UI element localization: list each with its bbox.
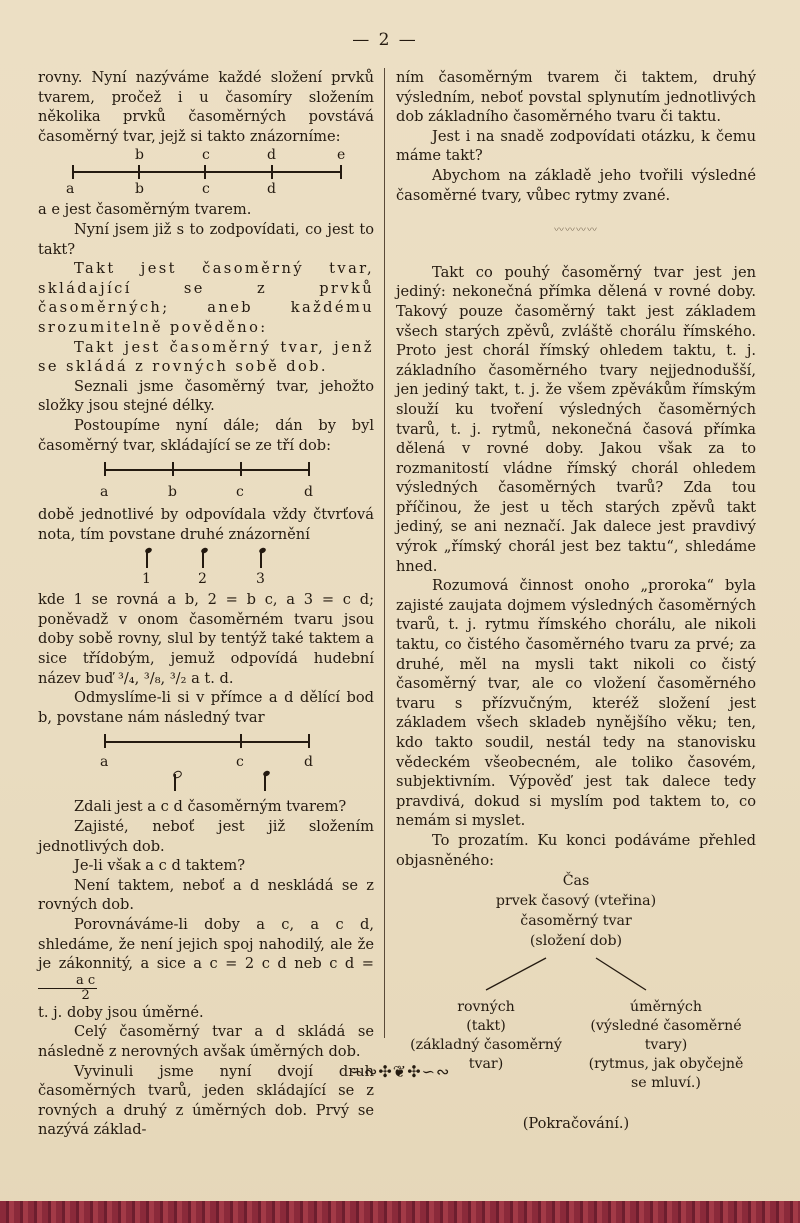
paragraph: Postoupíme nyní dále; dán by byl časoměrný tvar, skládající se ze tří dob:	[38, 416, 374, 454]
paragraph: Abychom na základě jeho tvořili výsledné časoměrné tvary, vůbec rytmy zvané.	[396, 166, 756, 204]
wave-separator: 〰〰〰〰	[554, 225, 598, 237]
diag-label: b	[135, 147, 144, 164]
tree-level-4: (složení dob)	[529, 933, 623, 950]
quarter-note-icon	[198, 548, 208, 568]
diag-label: b	[168, 484, 177, 501]
diag-label: c	[202, 181, 210, 198]
paragraph	[38, 915, 374, 1003]
paragraph: Jest i na snadě zodpovídati otázku, k čemu máme takt?	[396, 127, 756, 165]
diagram-two-parts	[38, 727, 374, 791]
tick	[104, 734, 106, 748]
fraction	[38, 974, 97, 1003]
tick	[72, 165, 74, 179]
diag-label: d	[267, 147, 276, 164]
tree-level-3: časoměrný tvar	[520, 913, 632, 930]
diag-label: d	[304, 484, 313, 501]
note-label: 1	[142, 571, 151, 588]
diag-label: c	[202, 147, 210, 164]
paragraph: Zajisté, neboť jest již složením jednotlivých dob.	[38, 818, 374, 855]
quarter-note-icon	[142, 548, 152, 568]
time-line	[104, 741, 308, 743]
note-label: 2	[198, 571, 207, 588]
paragraph: Celý časoměrný tvar a d skládá se následně z nerovných avšak úměrných dob.	[38, 1023, 374, 1060]
paragraph: Takt jest časoměrný tvar, skládající se z prvků časoměrných; aneb každému srozumitelně pověděno:	[38, 260, 374, 336]
column-divider	[384, 68, 385, 1038]
time-line	[72, 171, 342, 173]
tree-right-line: tvary)	[644, 1037, 688, 1054]
page-number: — 2 —	[352, 30, 418, 50]
diag-label: a	[66, 181, 75, 198]
tree-left-line: tvar)	[468, 1056, 504, 1073]
paragraph: t. j. doby jsou úměrné.	[38, 1003, 204, 1021]
tree-left-line: (takt)	[466, 1018, 506, 1035]
tree-right-line: (rytmus, jak obyčejně	[588, 1056, 744, 1073]
paragraph: Zdali jest a c d časoměrným tvarem?	[74, 798, 347, 816]
diag-label: b	[135, 181, 144, 198]
diagram-three-beats	[38, 455, 374, 505]
paragraph: Vyvinuli jsme nyní dvojí druh časoměrných tvarů, jeden skládající se z rovných a druhý z úměrných dob. Prvý se nazývá základ-	[38, 1062, 374, 1139]
fraction-numerator: a c	[38, 974, 97, 989]
quarter-note-icon	[256, 548, 266, 568]
paragraph-text: Porovnáváme-li doby a c, a c d, shledáme, že není jejich spoj nahodilý, ale že je zákonnitý, a sice a c = 2 c d neb c d =	[38, 916, 374, 973]
tree-right-line: se mluví.)	[631, 1075, 701, 1092]
tree-right-line: úměrných	[629, 999, 702, 1016]
paragraph: Nyní jsem již s to zodpovídati, co jest to takt?	[38, 220, 374, 258]
note-label: 3	[256, 571, 265, 588]
paragraph: Odmyslíme-li si v přímce a d dělící bod b, povstane nám následný tvar	[38, 689, 374, 726]
paragraph: Seznali jsme časoměrný tvar, jehožto složky jsou stejné délky.	[38, 377, 374, 415]
half-note-icon	[170, 771, 180, 791]
paragraph: kde 1 se rovná a b, 2 = b c, a 3 = c d; poněvadž v onom časoměrném tvaru jsou doby sobě rovny, slul by tentýž také taktem a sice třídobým, jemuž odpovídá hudební název buď ³/₄, ³/₈, ³/₂ a t. d.	[38, 591, 374, 687]
overview-tree	[396, 870, 756, 1120]
tree-left-line: rovných	[457, 999, 515, 1016]
tick	[172, 462, 174, 476]
diag-label: c	[236, 754, 244, 771]
ornament: ∽∾✣❦✣∽∾	[349, 1062, 451, 1081]
tree-level-2: prvek časový (vteřina)	[495, 893, 657, 910]
paragraph: Rozumová činnost onoho „proroka“ byla zajisté zaujata dojmem výsledných časoměrných tvarů, t. j. rytmu římského chorálu, ale nikoli taktu, co čistého časoměrného tvaru za prvé; za druhé, měl na mysli takt nikoli co čistý časoměrný tvar, ale co vložení časoměrného tvaru s přízvučným, kteréž složení jest základem všech skladeb nynějšího věku; ten, kdo takto soudil, nestál tedy na stanovisku vědeckém všeobecném, ale toliko časovém, subjektivním. Výpověď jest tak dalece tedy pravdivá, dokud si myslím pod taktem to, co nemám si myslet.	[396, 577, 756, 830]
tree-left-line: (základný časoměrný	[410, 1037, 562, 1054]
tree-branches	[396, 954, 756, 994]
diag-label: a	[100, 754, 109, 771]
paragraph: Je-li však a c d taktem?	[74, 857, 246, 875]
diag-label: a	[100, 484, 109, 501]
tick	[240, 462, 242, 476]
paragraph: Takt jest časoměrný tvar, jenž se skládá z rovných sobě dob.	[38, 338, 374, 376]
tick	[104, 462, 106, 476]
paragraph: ním časoměrným tvarem či taktem, druhý výsledním, neboť povstal splynutím jednotlivých dob základního časoměrného tvaru či taktu.	[396, 69, 756, 126]
tick	[308, 462, 310, 476]
diagram-time-line	[38, 146, 374, 200]
paragraph: době jednotlivé by odpovídala vždy čtvrťová nota, tím povstane druhé znázornění	[38, 506, 374, 543]
tick	[271, 165, 273, 179]
tick	[138, 165, 140, 179]
diag-label: e	[337, 147, 346, 164]
right-column	[396, 68, 756, 1134]
tick	[204, 165, 206, 179]
tree-root: Čas	[562, 873, 590, 890]
paragraph: Takt co pouhý časoměrný tvar jest jen jediný: nekonečná přímka dělená v rovné doby. Takový pouze časoměrný takt jest základem všech starých zpěvů, zvláště chorálu římského. Proto jest chorál římský ohledem taktu, t. j. základního časoměrného tvary nejjednodušší, jen jediný takt, t. j. že všem zpěvákům římským slouží ku tvoření výsledných časoměrných tvarů, t. j. rytmů, nekonečná časová přímka dělená v rovné doby. Jakou však za to rozmanitostí vládne římský chorál ohledem výsledných časoměrných tvarů? Zda tou příčinou, že jest u těch starých zpěvů takt jediný, se ani neznačí. Jak dalece jest pravdivý výrok „římský chorál jest bez taktu“, shledáme hned.	[396, 263, 756, 575]
paragraph: Není taktem, neboť a d neskládá se z rovných dob.	[38, 876, 374, 914]
quarter-note-icon	[260, 771, 270, 791]
paragraph: rovny. Nyní nazýváme každé složení prvků tvarem, pročež i u časomíry složením několika prvků časoměrných povstává časoměrný tvar, jejž si takto znázorníme:	[38, 69, 374, 145]
time-line	[104, 469, 308, 471]
book-binding	[0, 1201, 800, 1223]
paragraph: To prozatím. Ku konci podáváme přehled objasněného:	[396, 831, 756, 869]
diag-label: c	[236, 484, 244, 501]
diag-label: d	[267, 181, 276, 198]
continued-note: (Pokračování.)	[522, 1115, 630, 1133]
tick	[308, 734, 310, 748]
tick	[340, 165, 342, 179]
tree-right-line: (výsledné časoměrné	[590, 1018, 742, 1035]
left-column	[38, 68, 374, 1140]
quarter-notes	[38, 544, 374, 590]
diag-label: d	[304, 754, 313, 771]
tree-right-branch	[576, 998, 756, 1093]
tick	[240, 734, 242, 748]
fraction-denominator: 2	[81, 987, 90, 1003]
paragraph: a e jest časoměrným tvarem.	[38, 201, 252, 219]
